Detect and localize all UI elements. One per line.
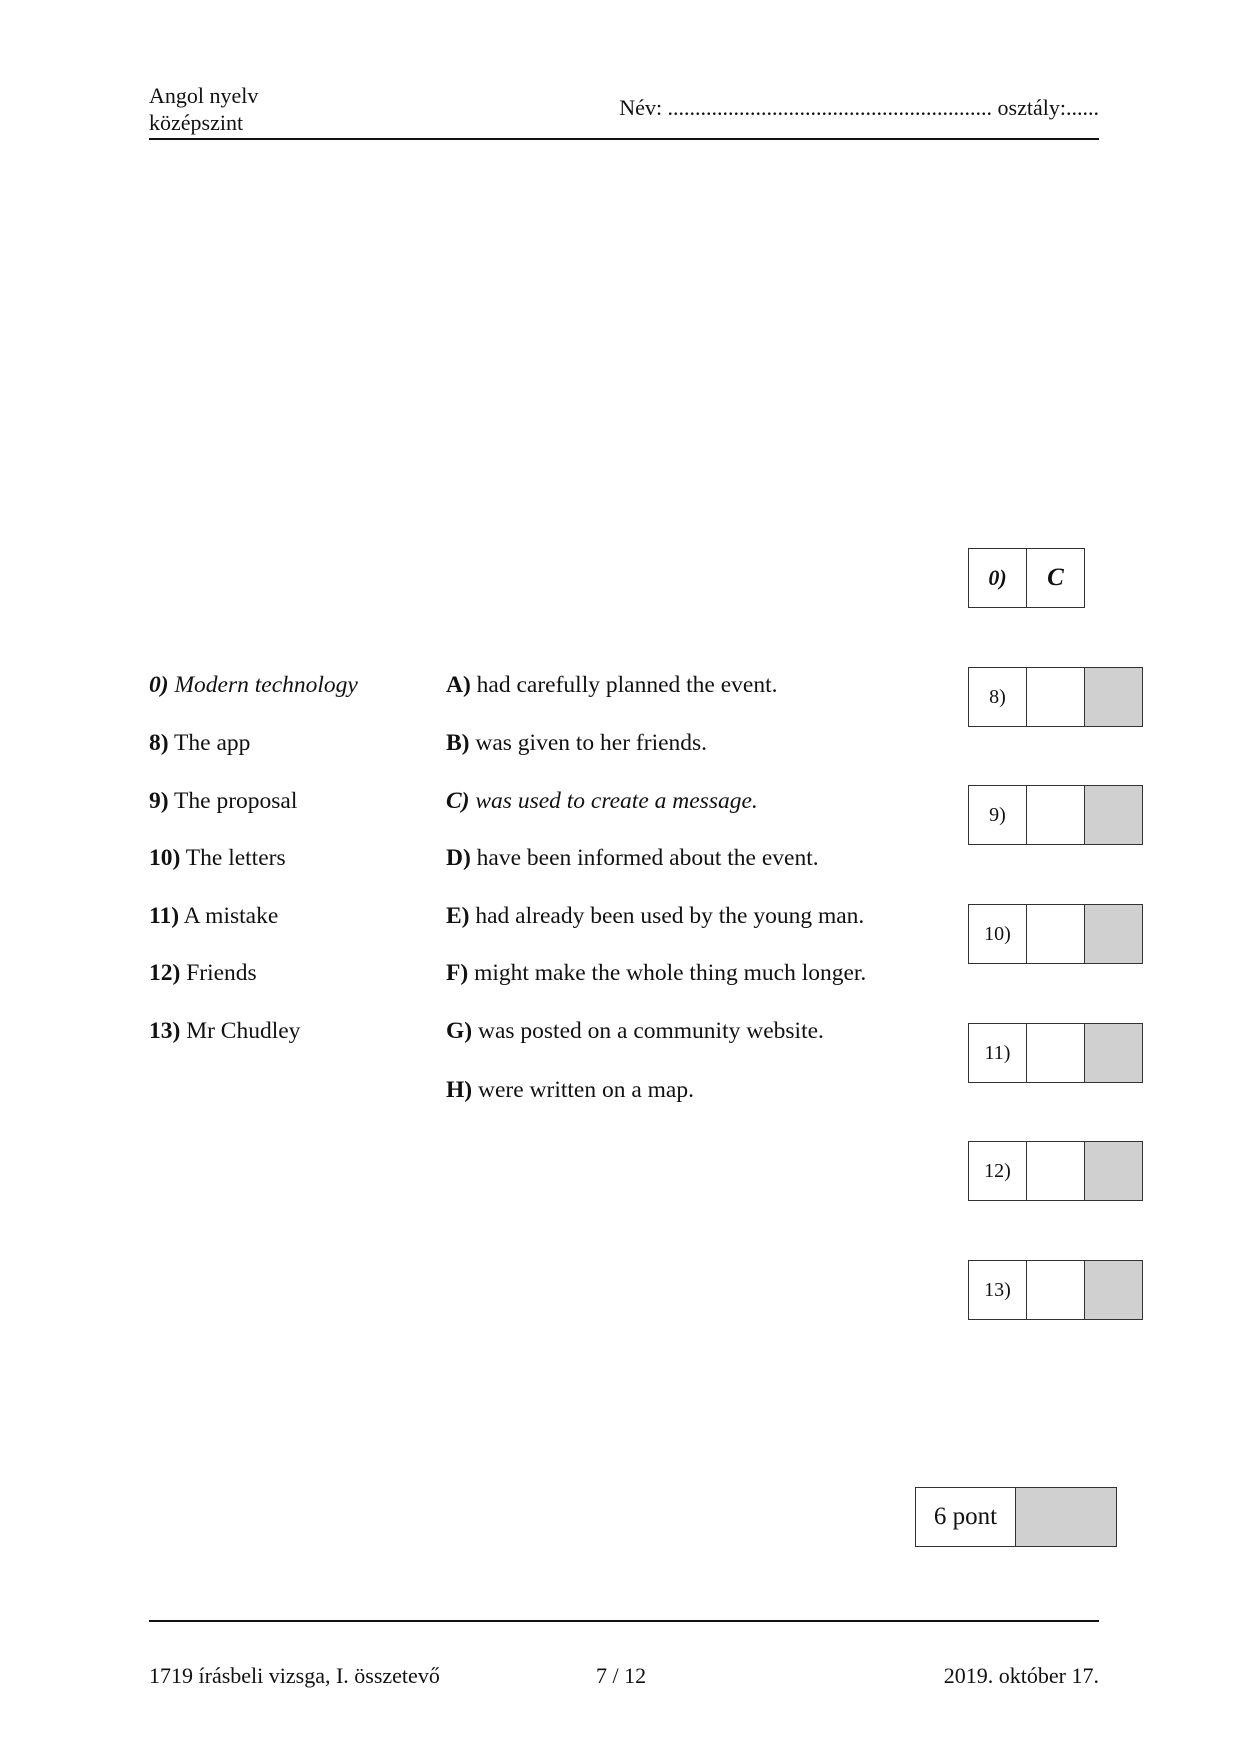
marking-cell [1084,667,1143,727]
answer-input-cell[interactable] [1026,1141,1085,1201]
header-rule [149,138,1099,140]
name-class-field[interactable]: Név: ........................................................... osztály:...... [619,95,1099,120]
answer-box-10 [968,904,1143,964]
beginning-number: 0) [149,672,169,698]
beginning-text: The app [174,730,251,756]
ending-text: was used to create a message. [475,788,758,814]
footer-rule [149,1620,1099,1622]
ending-letter: E) [446,903,470,929]
example-box-number: 0) [968,548,1027,608]
ending-letter: H) [446,1077,473,1103]
ending-item-h [446,1075,694,1105]
answer-input-cell[interactable] [1026,1023,1085,1083]
footer-date: 2019. október 17. [943,1663,1099,1688]
ending-item-e [446,901,864,931]
ending-letter: G) [446,1018,473,1044]
beginning-text: The letters [185,845,286,871]
ending-item-b [446,728,707,758]
score-box [915,1487,1117,1547]
answer-box-12 [968,1141,1143,1201]
beginning-item-0 [149,670,358,700]
ending-letter: A) [446,672,471,698]
marking-cell [1084,1141,1143,1201]
footer-page-number: 7 / 12 [596,1663,647,1688]
answer-box-13 [968,1260,1143,1320]
answer-input-cell[interactable] [1026,667,1085,727]
answer-box-label: 9) [968,785,1027,845]
header-subject: Angol nyelv [149,83,259,108]
answer-input-cell[interactable] [1026,1260,1085,1320]
ending-letter: F) [446,960,469,986]
header-subject-block [149,82,258,136]
ending-text: was given to her friends. [475,730,708,756]
beginning-number: 12) [149,960,181,986]
answer-input-cell[interactable] [1026,785,1085,845]
marking-cell [1084,904,1143,964]
header-level: középszint [149,110,244,135]
beginning-item-9 [149,786,297,816]
marking-cell [1084,785,1143,845]
answer-box-label: 13) [968,1260,1027,1320]
beginning-text: The proposal [174,788,298,814]
ending-text: was posted on a community website. [477,1018,824,1044]
score-label: 6 pont [915,1487,1016,1547]
marking-cell [1084,1023,1143,1083]
footer-exam-code: 1719 írásbeli vizsga, I. összetevő [149,1663,440,1688]
score-marking-cell [1015,1487,1117,1547]
beginning-number: 13) [149,1018,181,1044]
beginning-text: Modern technology [174,672,358,698]
ending-item-f [446,958,866,988]
beginning-item-8 [149,728,250,758]
ending-text: have been informed about the event. [476,845,819,871]
example-answer-box [968,548,1085,608]
ending-letter: C) [446,788,470,814]
ending-text: had already been used by the young man. [475,903,865,929]
beginning-item-11 [149,901,278,931]
answer-box-label: 12) [968,1141,1027,1201]
answer-box-label: 11) [968,1023,1027,1083]
beginning-number: 8) [149,730,169,756]
beginning-text: Friends [186,960,257,986]
answer-box-11 [968,1023,1143,1083]
example-box-answer: C [1026,548,1085,608]
beginning-number: 11) [149,903,180,929]
beginning-number: 10) [149,845,181,871]
ending-item-a [446,670,777,700]
answer-input-cell[interactable] [1026,904,1085,964]
answer-box-8 [968,667,1143,727]
beginning-number: 9) [149,788,169,814]
ending-letter: B) [446,730,470,756]
answer-box-9 [968,785,1143,845]
ending-text: might make the whole thing much longer. [474,960,867,986]
beginning-text: A mistake [183,903,279,929]
ending-item-g [446,1016,824,1046]
ending-text: had carefully planned the event. [476,672,778,698]
ending-item-d [446,843,819,873]
answer-box-label: 10) [968,904,1027,964]
marking-cell [1084,1260,1143,1320]
ending-text: were written on a map. [477,1077,694,1103]
beginning-item-12 [149,958,257,988]
ending-item-c [446,786,758,816]
beginning-item-13 [149,1016,300,1046]
ending-letter: D) [446,845,471,871]
beginning-text: Mr Chudley [186,1018,301,1044]
answer-box-label: 8) [968,667,1027,727]
beginning-item-10 [149,843,286,873]
